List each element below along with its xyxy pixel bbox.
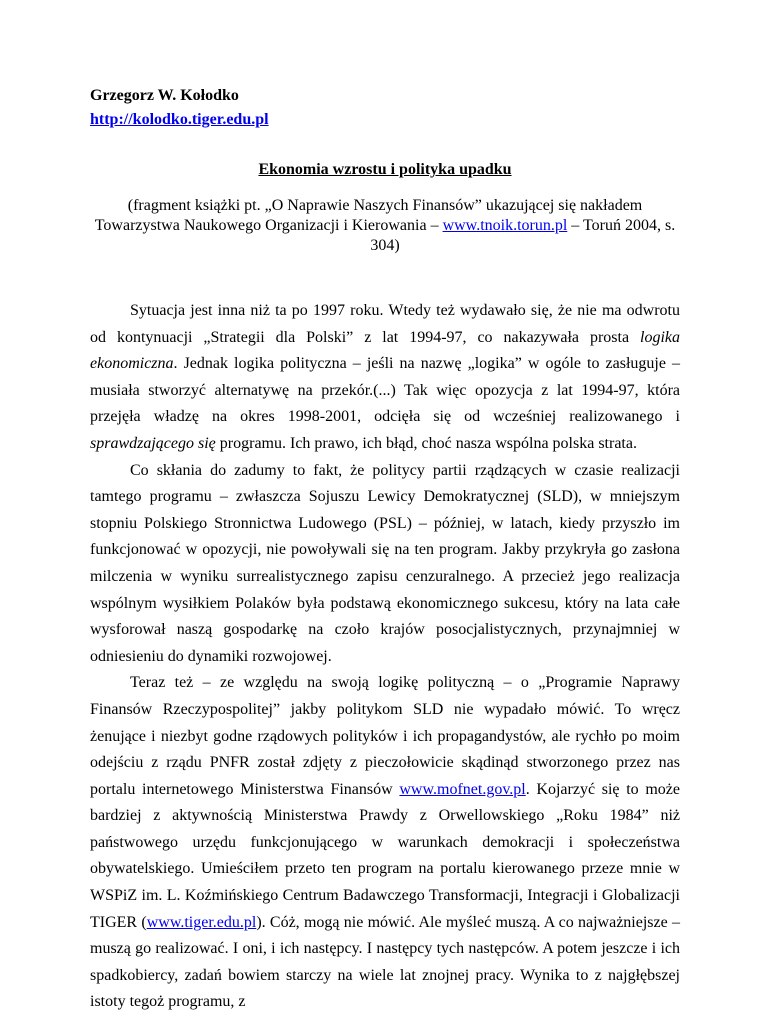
document-page [90,84,680,1016]
emphasis-proven-program: sprawdzającego się [90,434,216,452]
document-title: Ekonomia wzrostu i polityka upadku [258,161,512,178]
publisher-website-link[interactable]: www.tnoik.torun.pl [442,217,568,234]
subtitle-text-start: (fragment książki pt. „O Naprawie Naszych Finansów” ukazującej się nakładem Towarzystwa Naukowego Organizacji i Kierowania – [94,197,643,234]
author-website-link[interactable]: http://kolodko.tiger.edu.pl [90,111,269,128]
emphasis-economic-logic: logika ekonomiczna [90,328,680,373]
paragraph-3-text-b: . Kojarzyć się to może bardziej z aktywnością Ministerstwa Prawdy z Orwellowskiego „Roku 1984” niż państwowego urzędu funkcjonującego w warunkach demokracji i społeczeństwa obywatelskiego. Umieściłem przeto ten program na portalu kierowanego przeze mnie w WSPiZ im. L. Koźmińskiego Centrum Badawczego Transformacji, Integracji i Globalizacji TIGER ( [90,780,680,931]
paragraph-1-text-a: Sytuacja jest inna niż ta po 1997 roku. Wtedy też wydawało się, że nie ma odwrotu od kontynuacji „Strategii dla Polski” z lat 1994-97, co nakazywała prosta [90,302,680,346]
paragraph-3 [90,670,680,1016]
mofnet-link[interactable]: www.mofnet.gov.pl [399,780,526,798]
paragraph-3-text-c: ). Cóż, mogą nie mówić. Ale myśleć muszą. A co najważniejsze – muszą go realizować. I oni, i ich następcy. I następcy tych następców. A potem jeszcze i ich spadkobiercy, zadań bowiem starczy na wiele lat znojnej pracy. Wynika to z najgłębszej istoty tegoż programu, z [90,913,680,1011]
paragraph-3-text-a: Teraz też – ze względu na swoją logikę polityczną – o „Programie Naprawy Finansów Rzeczypospolitej” jakby politykom SLD nie wypadało mówić. To wręcz żenujące i niezbyt godne rządowych polityków i ich propagandystów, ale rychło po moim odejściu z rządu PNFR został zdjęty z pieczołowicie skądinąd stworzonego przez nas portalu internetowego Ministerstwa Finansów [90,674,680,798]
author-name: Grzegorz W. Kołodko [90,87,239,104]
body-text [90,298,680,1016]
paragraph-2: Co skłania do zadumy to fakt, że politycy partii rządzących w czasie realizacji tamtego programu – zwłaszcza Sojuszu Lewicy Demokratycznej (SLD), w mniejszym stopniu Polskiego Stronnictwa Ludowego (PSL) – później, w latach, kiedy przyszło im funkcjonować w opozycji, nie powoływali się na ten program. Jakby przykryła go zasłona milczenia w wyniku surrealistycznego zapisu cenzuralnego. A przecież jego realizacja wspólnym wysiłkiem Polaków była podstawą ekonomicznego sukcesu, który na lata całe wysforował naszą gospodarkę na czoło krajów posocjalistycznych, przynajmniej w odniesieniu do dynamiki rozwojowej. [90,461,680,665]
subtitle-text-end: – Toruń 2004, s. 304) [370,217,676,254]
tiger-link[interactable]: www.tiger.edu.pl [146,913,257,931]
paragraph-1 [90,298,680,458]
document-subtitle [90,196,680,256]
paragraph-1-text-c: programu. Ich prawo, ich błąd, choć nasza wspólna polska strata. [215,434,637,452]
paragraph-1-text-b: . Jednak logika polityczna – jeśli na nazwę „logika” w ogóle to zasługuje – musiała stworzyć alternatywę na przekór.(...) Tak więc opozycja z lat 1994-97, która przejęła władzę na okres 1998-2001, odcięła się od wcześniej realizowanego i [90,355,680,426]
